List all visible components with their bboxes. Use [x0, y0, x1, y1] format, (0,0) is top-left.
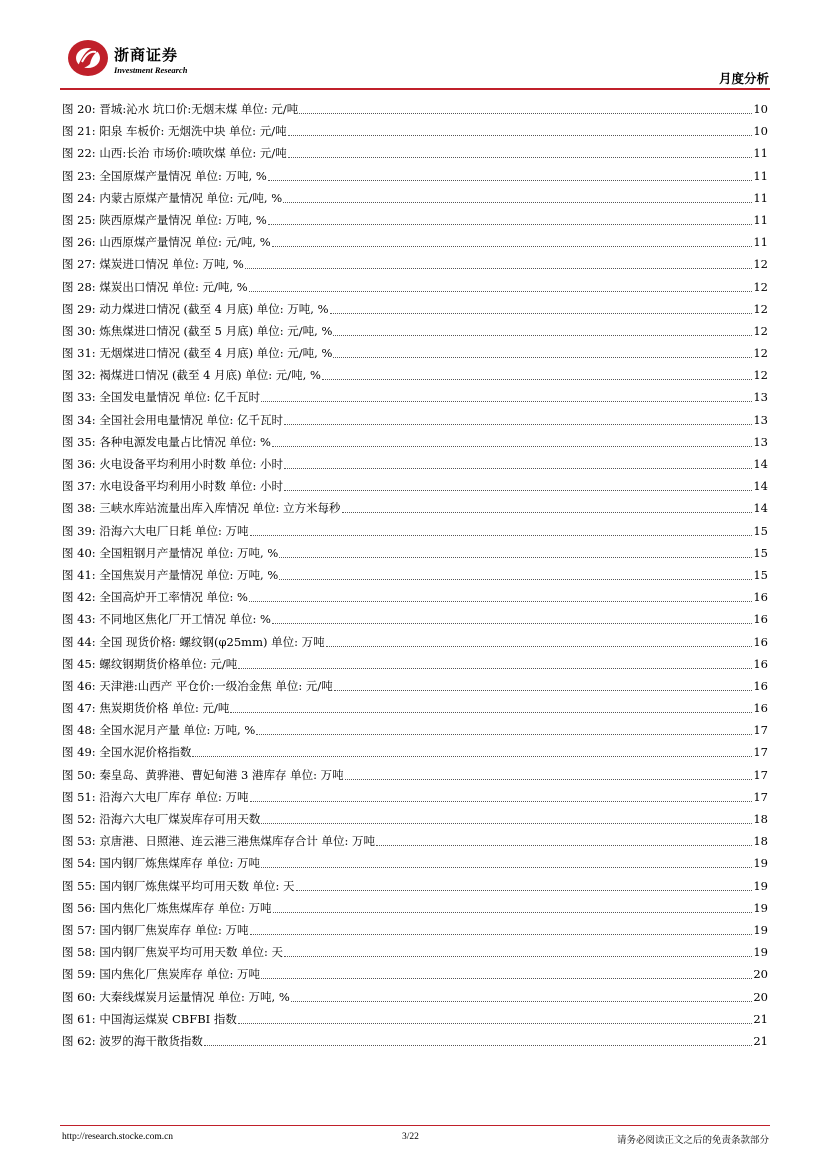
- toc-entry-page: 11: [753, 235, 768, 250]
- toc-leader-dots: [342, 502, 753, 513]
- toc-entry-page: 16: [753, 701, 768, 716]
- toc-entry[interactable]: [62, 500, 768, 522]
- toc-leader-dots: [333, 347, 752, 358]
- toc-entry-page: 19: [753, 945, 768, 960]
- toc-entry-page: 19: [753, 922, 768, 937]
- toc-entry-label: 图 39: 沿海六大电厂日耗 单位: 万吨: [62, 523, 249, 538]
- toc-leader-dots: [296, 880, 753, 891]
- toc-entry-label: 图 52: 沿海六大电厂煤炭库存可用天数: [62, 812, 261, 826]
- toc-entry[interactable]: [62, 656, 768, 678]
- toc-entry[interactable]: [62, 412, 768, 434]
- footer-disclaimer: 请务必阅读正文之后的免责条款部分: [616, 1135, 769, 1146]
- brand-tagline: Investment Research: [114, 65, 188, 75]
- toc-leader-dots: [326, 636, 753, 647]
- toc-entry-label: 图 54: 国内钢厂炼焦煤库存 单位: 万吨: [62, 856, 261, 871]
- toc-entry-page: 15: [753, 567, 768, 582]
- toc-entry[interactable]: [62, 212, 768, 234]
- toc-leader-dots: [249, 591, 752, 602]
- toc-leader-dots: [238, 658, 752, 669]
- toc-entry-page: 17: [753, 789, 768, 804]
- toc-entry[interactable]: [62, 989, 768, 1011]
- toc-entry-page: 15: [753, 523, 768, 538]
- toc-entry-page: 13: [753, 412, 768, 427]
- toc-entry[interactable]: [62, 145, 768, 167]
- toc-leader-dots: [284, 480, 752, 491]
- toc-leader-dots: [250, 791, 753, 802]
- toc-entry-label: 图 24: 内蒙古原煤产量情况 单位: 元/吨, %: [62, 190, 283, 205]
- toc-entry-label: 图 27: 煤炭进口情况 单位: 万吨, %: [62, 257, 244, 272]
- toc-entry[interactable]: [62, 811, 768, 833]
- toc-leader-dots: [272, 613, 752, 624]
- toc-entry[interactable]: [62, 1033, 768, 1055]
- toc-leader-dots: [330, 303, 753, 314]
- toc-entry-label: 图 43: 不同地区焦化厂开工情况 单位: %: [62, 612, 271, 627]
- toc-entry-page: 17: [753, 723, 768, 738]
- toc-leader-dots: [334, 680, 753, 691]
- toc-entry-page: 10: [753, 102, 768, 116]
- toc-leader-dots: [261, 813, 752, 824]
- figure-list: [62, 101, 768, 1055]
- footer-url[interactable]: http://research.stocke.com.cn: [62, 1132, 174, 1142]
- toc-entry-page: 11: [753, 168, 768, 183]
- toc-entry[interactable]: [62, 256, 768, 278]
- toc-entry-page: 16: [753, 634, 768, 649]
- toc-entry-label: 图 29: 动力煤进口情况 (截至 4 月底) 单位: 万吨, %: [62, 301, 329, 316]
- toc-entry-page: 14: [753, 501, 768, 516]
- toc-entry-label: 图 21: 阳泉 车板价: 无烟洗中块 单位: 元/吨: [62, 124, 287, 139]
- toc-leader-dots: [279, 569, 752, 580]
- toc-entry-page: 19: [753, 856, 768, 871]
- toc-entry[interactable]: [62, 101, 768, 123]
- toc-entry[interactable]: [62, 567, 768, 589]
- logo-icon: [66, 36, 110, 78]
- toc-entry-label: 图 38: 三峡水库站流量出库入库情况 单位: 立方米每秒: [62, 501, 341, 516]
- toc-entry[interactable]: [62, 456, 768, 478]
- toc-leader-dots: [299, 103, 752, 114]
- toc-entry-label: 图 28: 煤炭出口情况 单位: 元/吨, %: [62, 279, 248, 294]
- toc-leader-dots: [261, 391, 752, 402]
- footer-divider: [60, 1125, 770, 1126]
- toc-entry-page: 21: [753, 1033, 768, 1048]
- toc-entry-label: 图 48: 全国水泥月产量 单位: 万吨, %: [62, 723, 256, 738]
- toc-entry[interactable]: [62, 279, 768, 301]
- toc-leader-dots: [279, 547, 752, 558]
- toc-entry-label: 图 49: 全国水泥价格指数: [62, 745, 192, 760]
- toc-entry[interactable]: [62, 833, 768, 855]
- toc-entry[interactable]: [62, 789, 768, 811]
- toc-leader-dots: [250, 924, 753, 935]
- toc-entry-label: 图 42: 全国高炉开工率情况 单位: %: [62, 590, 248, 605]
- toc-entry-label: 图 45: 螺纹钢期货价格单位: 元/吨: [62, 656, 238, 671]
- toc-entry[interactable]: [62, 878, 768, 900]
- toc-entry-page: 12: [753, 301, 768, 316]
- toc-entry[interactable]: [62, 922, 768, 944]
- toc-entry-page: 12: [753, 323, 768, 338]
- toc-entry-label: 图 60: 大秦线煤炭月运量情况 单位: 万吨, %: [62, 989, 290, 1004]
- header-divider: [60, 88, 770, 90]
- toc-entry[interactable]: [62, 545, 768, 567]
- toc-entry-page: 12: [753, 279, 768, 294]
- toc-entry-label: 图 33: 全国发电量情况 单位: 亿千瓦时: [62, 390, 261, 405]
- toc-entry-label: 图 36: 火电设备平均利用小时数 单位: 小时: [62, 457, 284, 471]
- toc-entry-label: 图 37: 水电设备平均利用小时数 单位: 小时: [62, 479, 284, 494]
- toc-entry-page: 16: [753, 656, 768, 671]
- toc-leader-dots: [192, 746, 752, 757]
- toc-entry[interactable]: [62, 190, 768, 212]
- report-type: 月度分析: [718, 71, 769, 86]
- toc-entry-page: 12: [753, 257, 768, 272]
- toc-entry[interactable]: [62, 389, 768, 411]
- toc-leader-dots: [272, 236, 753, 247]
- toc-leader-dots: [291, 991, 753, 1002]
- toc-entry-page: 14: [753, 457, 768, 471]
- toc-leader-dots: [268, 214, 753, 225]
- brand-name: 浙商证券: [114, 46, 179, 64]
- toc-entry[interactable]: [62, 966, 768, 988]
- toc-entry[interactable]: [62, 589, 768, 611]
- toc-entry-label: 图 26: 山西原煤产量情况 单位: 元/吨, %: [62, 235, 271, 250]
- toc-entry-label: 图 56: 国内焦化厂炼焦煤库存 单位: 万吨: [62, 900, 272, 915]
- toc-leader-dots: [288, 125, 753, 136]
- toc-entry[interactable]: [62, 168, 768, 190]
- toc-entry-label: 图 58: 国内钢厂焦炭平均可用天数 单位: 天: [62, 945, 284, 960]
- toc-entry[interactable]: [62, 700, 768, 722]
- toc-leader-dots: [204, 1035, 753, 1046]
- toc-entry[interactable]: [62, 744, 768, 766]
- toc-entry[interactable]: [62, 345, 768, 367]
- toc-entry[interactable]: [62, 855, 768, 877]
- toc-entry-label: 图 47: 焦炭期货价格 单位: 元/吨: [62, 701, 230, 716]
- toc-leader-dots: [250, 525, 753, 536]
- toc-entry-page: 13: [753, 434, 768, 449]
- toc-entry[interactable]: [62, 767, 768, 789]
- toc-entry-label: 图 53: 京唐港、日照港、连云港三港焦煤库存合计 单位: 万吨: [62, 834, 376, 849]
- toc-entry-label: 图 61: 中国海运煤炭 CBFBI 指数: [62, 1011, 237, 1026]
- toc-leader-dots: [376, 835, 752, 846]
- toc-entry[interactable]: [62, 367, 768, 389]
- toc-entry-page: 19: [753, 878, 768, 893]
- toc-entry-label: 图 62: 波罗的海干散货指数: [62, 1033, 203, 1048]
- toc-entry[interactable]: [62, 1011, 768, 1033]
- page-number: 3/22: [402, 1132, 419, 1142]
- toc-entry[interactable]: [62, 123, 768, 145]
- toc-leader-dots: [322, 369, 752, 380]
- toc-leader-dots: [345, 769, 753, 780]
- toc-entry[interactable]: [62, 900, 768, 922]
- toc-leader-dots: [245, 258, 753, 269]
- toc-entry-label: 图 46: 天津港:山西产 平仓价:一级冶金焦 单位: 元/吨: [62, 678, 333, 693]
- toc-entry[interactable]: [62, 611, 768, 633]
- toc-entry-label: 图 25: 陕西原煤产量情况 单位: 万吨, %: [62, 212, 267, 227]
- toc-entry-label: 图 51: 沿海六大电厂库存 单位: 万吨: [62, 789, 249, 804]
- toc-entry-page: 10: [753, 124, 768, 139]
- toc-leader-dots: [268, 170, 753, 181]
- toc-entry-page: 16: [753, 590, 768, 605]
- toc-entry-page: 20: [753, 967, 768, 982]
- toc-entry-page: 12: [753, 368, 768, 383]
- toc-entry-label: 图 30: 炼焦煤进口情况 (截至 5 月底) 单位: 元/吨, %: [62, 323, 333, 338]
- toc-leader-dots: [284, 414, 752, 425]
- toc-entry-label: 图 35: 各种电源发电量占比情况 单位: %: [62, 434, 271, 449]
- toc-entry-label: 图 32: 褐煤进口情况 (截至 4 月底) 单位: 元/吨, %: [62, 368, 321, 383]
- toc-entry-label: 图 59: 国内焦化厂焦炭库存 单位: 万吨: [62, 967, 261, 982]
- toc-entry-page: 19: [753, 900, 768, 915]
- toc-entry-label: 图 22: 山西:长治 市场价:喷吹煤 单位: 元/吨: [62, 146, 287, 161]
- toc-leader-dots: [261, 857, 752, 868]
- toc-entry[interactable]: [62, 234, 768, 256]
- toc-entry[interactable]: [62, 478, 768, 500]
- toc-entry-label: 图 50: 秦皇岛、黄骅港、曹妃甸港 3 港库存 单位: 万吨: [62, 767, 344, 782]
- toc-leader-dots: [273, 902, 753, 913]
- toc-entry-page: 20: [753, 989, 768, 1004]
- toc-leader-dots: [333, 325, 752, 336]
- toc-leader-dots: [238, 1013, 753, 1024]
- toc-entry-page: 18: [753, 834, 768, 849]
- toc-entry[interactable]: [62, 944, 768, 966]
- toc-entry-label: 图 20: 晋城:沁水 坑口价:无烟末煤 单位: 元/吨: [62, 102, 299, 116]
- toc-leader-dots: [283, 192, 752, 203]
- toc-entry[interactable]: [62, 678, 768, 700]
- toc-entry-page: 18: [753, 812, 768, 826]
- toc-entry-label: 图 40: 全国粗钢月产量情况 单位: 万吨, %: [62, 545, 279, 560]
- toc-leader-dots: [230, 702, 752, 713]
- toc-entry-page: 16: [753, 612, 768, 627]
- toc-entry-label: 图 57: 国内钢厂焦炭库存 单位: 万吨: [62, 922, 249, 937]
- toc-leader-dots: [284, 458, 752, 469]
- toc-leader-dots: [284, 946, 752, 957]
- toc-leader-dots: [256, 724, 752, 735]
- toc-entry[interactable]: [62, 301, 768, 323]
- toc-entry-page: 17: [753, 745, 768, 760]
- toc-entry[interactable]: [62, 722, 768, 744]
- toc-entry[interactable]: [62, 323, 768, 345]
- toc-entry-page: 11: [753, 146, 768, 161]
- toc-entry[interactable]: [62, 523, 768, 545]
- toc-entry-label: 图 23: 全国原煤产量情况 单位: 万吨, %: [62, 168, 267, 183]
- toc-entry-label: 图 44: 全国 现货价格: 螺纹钢(φ25mm) 单位: 万吨: [62, 634, 325, 649]
- toc-leader-dots: [249, 281, 753, 292]
- toc-entry-page: 11: [753, 190, 768, 205]
- toc-entry-page: 11: [753, 212, 768, 227]
- toc-leader-dots: [288, 147, 753, 158]
- toc-entry-page: 16: [753, 678, 768, 693]
- toc-entry-page: 13: [753, 390, 768, 405]
- toc-entry-label: 图 55: 国内钢厂炼焦煤平均可用天数 单位: 天: [62, 878, 295, 893]
- toc-entry-label: 图 41: 全国焦炭月产量情况 单位: 万吨, %: [62, 567, 279, 582]
- page-header: [0, 0, 827, 92]
- toc-entry[interactable]: [62, 634, 768, 656]
- toc-entry-page: 12: [753, 346, 768, 361]
- toc-entry-label: 图 31: 无烟煤进口情况 (截至 4 月底) 单位: 元/吨, %: [62, 346, 333, 361]
- toc-entry[interactable]: [62, 434, 768, 456]
- toc-entry-page: 15: [753, 545, 768, 560]
- toc-leader-dots: [272, 436, 752, 447]
- toc-entry-page: 21: [753, 1011, 768, 1026]
- toc-entry-page: 17: [753, 767, 768, 782]
- toc-entry-page: 14: [753, 479, 768, 494]
- toc-entry-label: 图 34: 全国社会用电量情况 单位: 亿千瓦时: [62, 412, 284, 427]
- toc-leader-dots: [261, 968, 752, 979]
